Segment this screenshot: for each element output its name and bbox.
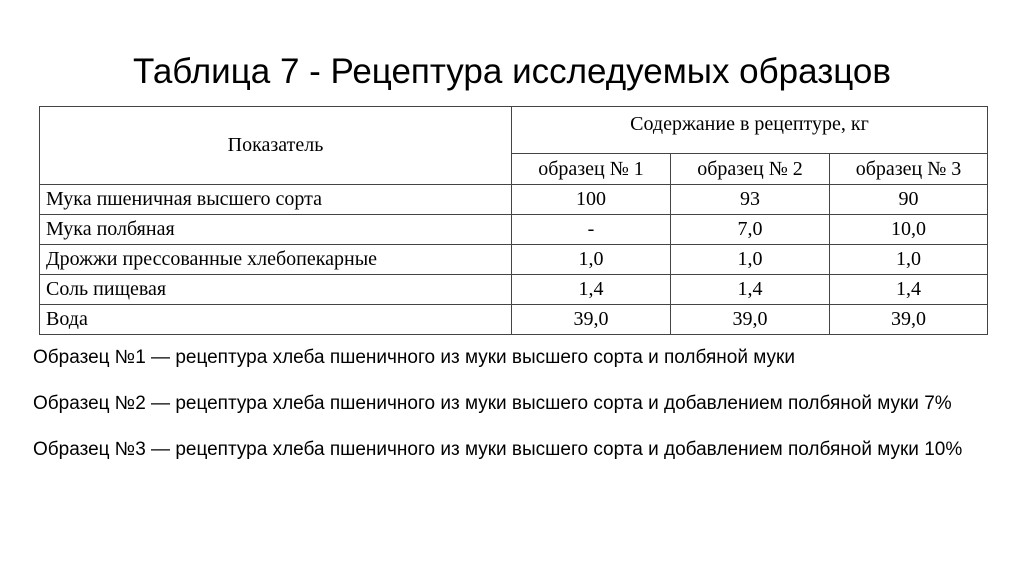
table-row [40, 245, 988, 275]
cell-value: 1,0 [830, 245, 988, 275]
cell-value: 39,0 [671, 305, 830, 335]
row-label: Дрожжи прессованные хлебопекарные [40, 245, 512, 275]
cell-value: 1,4 [512, 275, 671, 305]
note-sample-1: Образец №1 — рецептура хлеба пшеничного из муки высшего сорта и полбяной муки [33, 347, 795, 368]
note-sample-3: Образец №3 — рецептура хлеба пшеничного из муки высшего сорта и добавлением полбяной муки 10% [33, 439, 963, 460]
table-row [40, 275, 988, 305]
cell-value: - [512, 215, 671, 245]
sample-header-2: образец № 2 [671, 154, 830, 185]
sample-header-3: образец № 3 [830, 154, 988, 185]
page-title: Таблица 7 - Рецептура исследуемых образцов [133, 52, 891, 91]
cell-value: 39,0 [512, 305, 671, 335]
row-label: Мука пшеничная высшего сорта [40, 185, 512, 215]
cell-value: 7,0 [671, 215, 830, 245]
row-label: Соль пищевая [40, 275, 512, 305]
table-header-row [40, 107, 988, 154]
indicator-header: Показатель [40, 107, 512, 185]
cell-value: 1,4 [671, 275, 830, 305]
cell-value: 100 [512, 185, 671, 215]
cell-value: 1,0 [512, 245, 671, 275]
cell-value: 93 [671, 185, 830, 215]
row-label: Мука полбяная [40, 215, 512, 245]
table-row [40, 185, 988, 215]
sample-notes [33, 346, 993, 484]
cell-value: 1,0 [671, 245, 830, 275]
cell-value: 39,0 [830, 305, 988, 335]
cell-value: 1,4 [830, 275, 988, 305]
recipe-table [39, 106, 988, 335]
cell-value: 90 [830, 185, 988, 215]
sample-header-1: образец № 1 [512, 154, 671, 185]
row-label: Вода [40, 305, 512, 335]
table-row [40, 305, 988, 335]
cell-value: 10,0 [830, 215, 988, 245]
note-sample-2: Образец №2 — рецептура хлеба пшеничного из муки высшего сорта и добавлением полбяной муки 7% [33, 393, 952, 414]
content-header: Содержание в рецептуре, кг [512, 107, 988, 154]
table-row [40, 215, 988, 245]
